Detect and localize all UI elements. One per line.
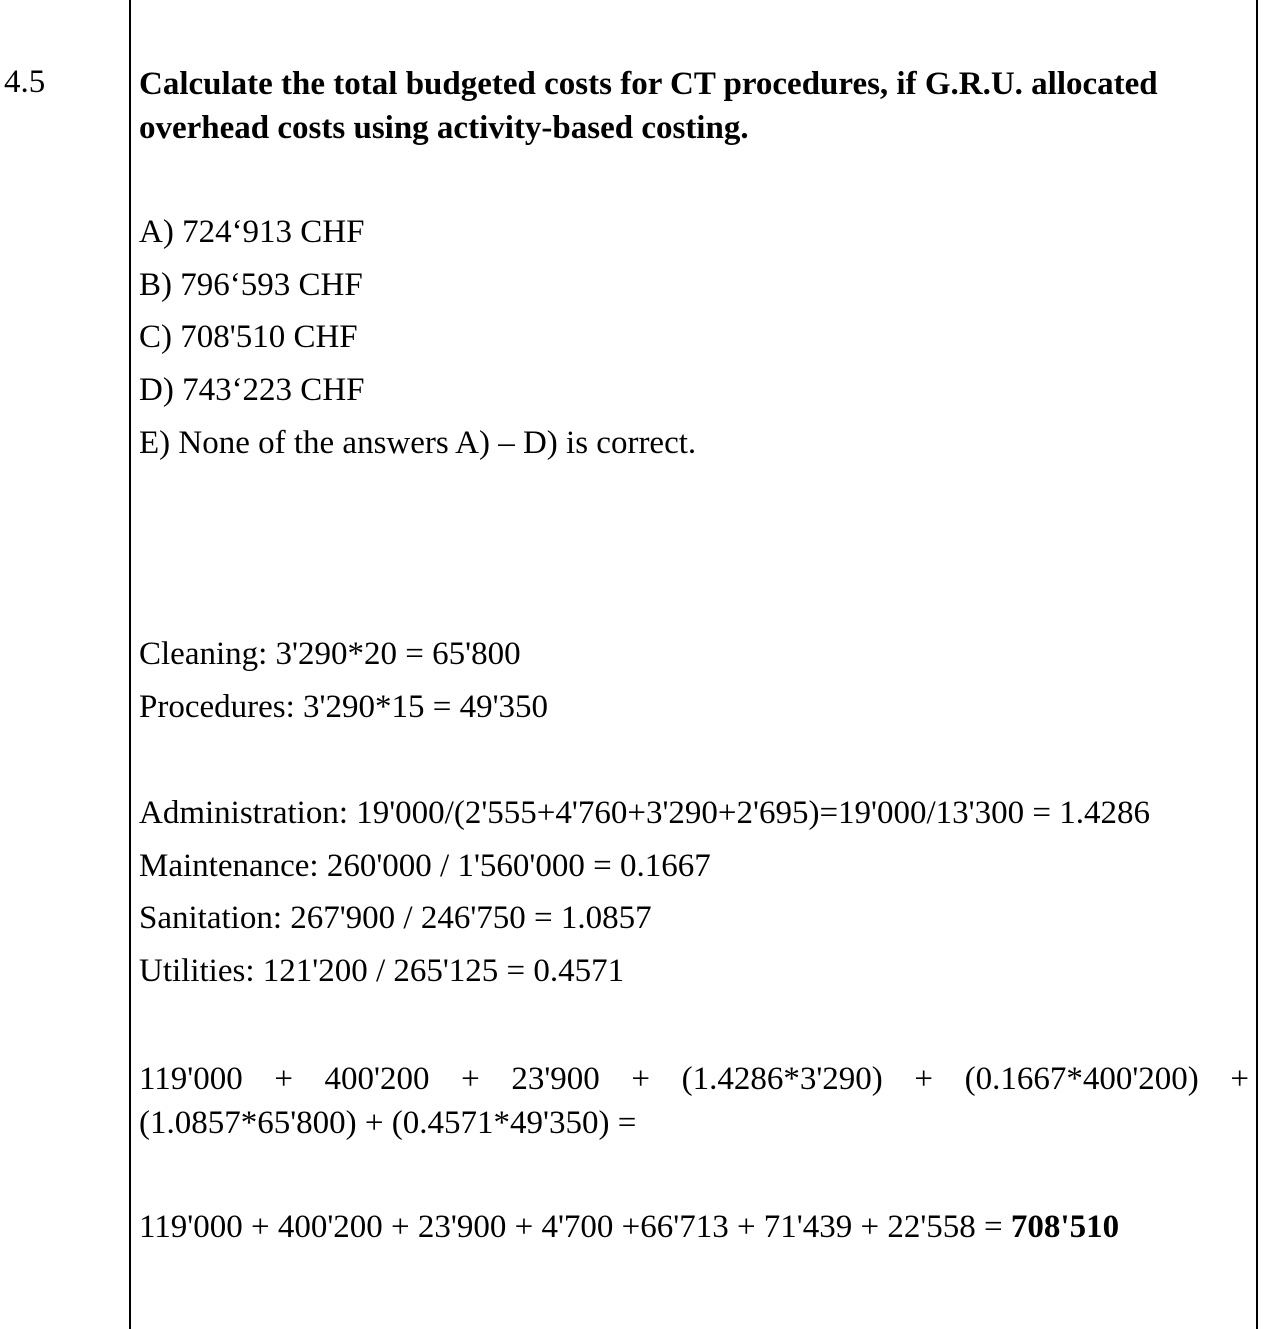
formula-token: (0.1667*400'200) bbox=[964, 1061, 1199, 1097]
result-total: 708'510 bbox=[1010, 1209, 1120, 1245]
question-text: Calculate the total budgeted costs for CT procedures, if G.R.U. allocated overhead costs using activity-based costing. bbox=[139, 66, 1158, 146]
maintenance-rate: Maintenance: 260'000 / 1'560'000 = 0.1667 bbox=[139, 848, 711, 884]
formula-token: 119'000 bbox=[139, 1061, 243, 1097]
formula-token: + bbox=[274, 1061, 293, 1097]
option-b: B) 796‘593 CHF bbox=[139, 267, 363, 303]
formula-line-1 bbox=[139, 1057, 1249, 1101]
formula-token: + bbox=[914, 1061, 933, 1097]
formula-token: 400'200 bbox=[324, 1061, 430, 1097]
formula-token: + bbox=[631, 1061, 650, 1097]
formula-token: 23'900 bbox=[511, 1061, 600, 1097]
procedures-driver: Procedures: 3'290*15 = 49'350 bbox=[139, 689, 549, 725]
result-expression: 119'000 + 400'200 + 23'900 + 4'700 +66'713 + 71'439 + 22'558 = bbox=[139, 1209, 1011, 1245]
formula-token: + bbox=[461, 1061, 480, 1097]
table-border-left bbox=[129, 0, 131, 1329]
question-number: 4.5 bbox=[4, 64, 46, 100]
formula-token: + bbox=[1230, 1061, 1249, 1097]
sanitation-rate: Sanitation: 267'900 / 246'750 = 1.0857 bbox=[139, 900, 652, 936]
formula-token: (1.4286*3'290) bbox=[681, 1061, 883, 1097]
option-a: A) 724‘913 CHF bbox=[139, 214, 365, 250]
option-d: D) 743‘223 CHF bbox=[139, 372, 365, 408]
cleaning-driver: Cleaning: 3'290*20 = 65'800 bbox=[139, 636, 521, 672]
result-line bbox=[139, 1207, 1119, 1247]
total-cost-formula bbox=[139, 1057, 1249, 1145]
option-c: C) 708'510 CHF bbox=[139, 319, 358, 355]
formula-line-2: (1.0857*65'800) + (0.4571*49'350) = bbox=[139, 1105, 637, 1141]
option-e: E) None of the answers A) – D) is correct. bbox=[139, 425, 697, 461]
table-border-right bbox=[1256, 0, 1258, 1329]
administration-rate: Administration: 19'000/(2'555+4'760+3'290+2'695)=19'000/13'300 = 1.4286 bbox=[139, 795, 1150, 831]
utilities-rate: Utilities: 121'200 / 265'125 = 0.4571 bbox=[139, 953, 625, 989]
